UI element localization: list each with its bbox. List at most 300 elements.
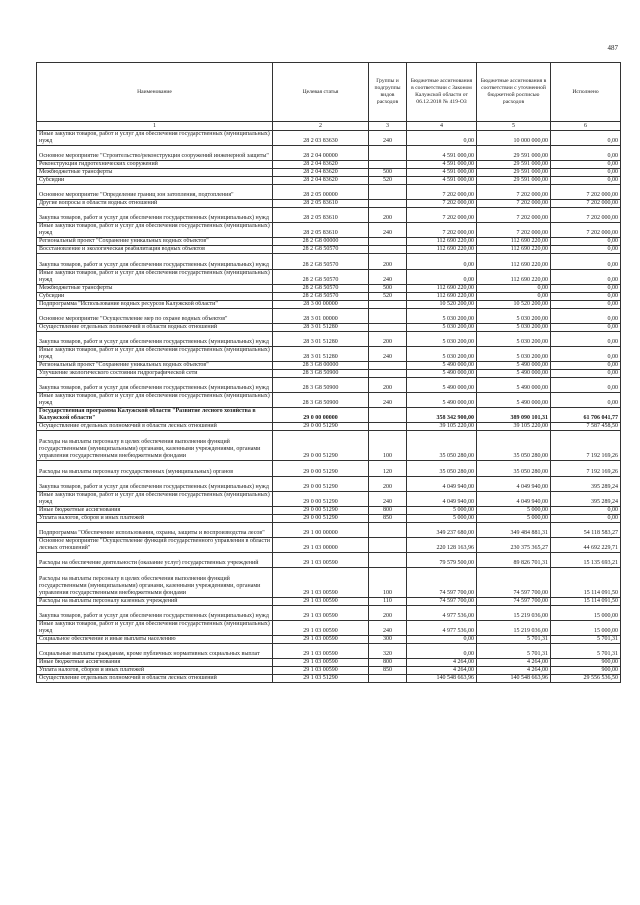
row-law-cell: 7 202 000,00 xyxy=(407,200,477,208)
row-law-cell: 0,00 xyxy=(407,644,477,659)
row-article-cell: 29 0 00 51290 xyxy=(273,461,369,476)
table-row xyxy=(37,331,621,346)
row-name-cell: Закупка товаров, работ и услуг для обеспечения государственных (муниципальных) нужд xyxy=(37,208,273,223)
row-article-cell: 29 0 00 51290 xyxy=(273,491,369,506)
table-row xyxy=(37,408,621,423)
table-row xyxy=(37,200,621,208)
row-done-cell: 0,00 xyxy=(551,300,621,308)
row-refined-cell: 4 264,00 xyxy=(477,659,551,667)
row-refined-cell: 10 000 000,00 xyxy=(477,131,551,146)
row-group-cell: 520 xyxy=(369,292,407,300)
row-done-cell: 29 556 536,50 xyxy=(551,675,621,683)
row-name-cell: Социальные выплаты гражданам, кроме публичных нормативных социальных выплат xyxy=(37,644,273,659)
row-law-cell: 5 490 000,00 xyxy=(407,377,477,392)
row-name-cell: Реконструкция гидротехнических сооружений xyxy=(37,161,273,169)
row-law-cell: 4 977 536,00 xyxy=(407,621,477,636)
table-row xyxy=(37,522,621,537)
row-refined-cell: 29 591 000,00 xyxy=(477,161,551,169)
row-group-cell xyxy=(369,423,407,431)
row-name-cell: Иные закупки товаров, работ и услуг для обеспечения государственных (муниципальных) нужд xyxy=(37,223,273,238)
row-law-cell: 5 030 200,00 xyxy=(407,331,477,346)
row-refined-cell: 140 548 663,96 xyxy=(477,675,551,683)
row-group-cell xyxy=(369,522,407,537)
row-group-cell: 200 xyxy=(369,208,407,223)
row-group-cell xyxy=(369,675,407,683)
table-row xyxy=(37,598,621,606)
row-refined-cell: 5 490 000,00 xyxy=(477,393,551,408)
table-row xyxy=(37,254,621,269)
table-row xyxy=(37,246,621,254)
row-group-cell: 120 xyxy=(369,461,407,476)
row-refined-cell: 29 591 000,00 xyxy=(477,177,551,185)
row-group-cell xyxy=(369,361,407,369)
row-law-cell: 35 050 280,00 xyxy=(407,431,477,461)
row-done-cell: 0,00 xyxy=(551,146,621,161)
row-law-cell: 74 597 700,00 xyxy=(407,598,477,606)
row-refined-cell: 7 202 000,00 xyxy=(477,208,551,223)
row-group-cell xyxy=(369,146,407,161)
row-article-cell: 28 2 G8 50570 xyxy=(273,254,369,269)
row-law-cell: 4 977 536,00 xyxy=(407,606,477,621)
row-name-cell: Расходы на выплаты персоналу в целях обеспечения выполнения функций государственными (муниципальными) органами, казенными учреждениями, органами управления государственными внебюджетными фондами xyxy=(37,567,273,597)
row-law-cell: 4 049 940,00 xyxy=(407,491,477,506)
row-done-cell: 0,00 xyxy=(551,177,621,185)
row-done-cell: 0,00 xyxy=(551,369,621,377)
row-refined-cell: 15 219 036,00 xyxy=(477,621,551,636)
row-refined-cell: 35 050 280,00 xyxy=(477,431,551,461)
row-group-cell: 240 xyxy=(369,346,407,361)
row-refined-cell: 5 030 200,00 xyxy=(477,308,551,323)
row-group-cell xyxy=(369,246,407,254)
row-article-cell: 28 2 G8 00000 xyxy=(273,238,369,246)
row-article-cell: 28 3 01 51280 xyxy=(273,323,369,331)
row-group-cell: 320 xyxy=(369,644,407,659)
row-refined-cell: 5 000,00 xyxy=(477,514,551,522)
row-name-cell: Восстановление и экологическая реабилитация водных объектов xyxy=(37,246,273,254)
row-name-cell: Расходы на обеспечение деятельности (оказание услуг) государственных учреждений xyxy=(37,552,273,567)
row-refined-cell: 5 490 000,00 xyxy=(477,361,551,369)
budget-table xyxy=(36,62,621,683)
row-name-cell: Иные закупки товаров, работ и услуг для обеспечения государственных (муниципальных) нужд xyxy=(37,269,273,284)
row-name-cell: Основное мероприятие "Определение границ зон затопления, подтопления" xyxy=(37,185,273,200)
row-article-cell: 28 3 G8 50900 xyxy=(273,377,369,392)
row-name-cell: Иные закупки товаров, работ и услуг для обеспечения государственных (муниципальных) нужд xyxy=(37,131,273,146)
row-article-cell: 29 1 03 00590 xyxy=(273,667,369,675)
row-done-cell: 7 202 000,00 xyxy=(551,200,621,208)
row-law-cell: 140 548 663,96 xyxy=(407,675,477,683)
row-article-cell: 28 2 G8 50570 xyxy=(273,269,369,284)
row-group-cell xyxy=(369,185,407,200)
row-article-cell: 29 0 00 00000 xyxy=(273,408,369,423)
row-law-cell: 0,00 xyxy=(407,269,477,284)
row-name-cell: Уплата налогов, сборов и иных платежей xyxy=(37,514,273,522)
table-row xyxy=(37,146,621,161)
table-row xyxy=(37,308,621,323)
row-name-cell: Основное мероприятие "Осуществление функций государственного управления в области лесных отношений" xyxy=(37,537,273,552)
row-group-cell xyxy=(369,369,407,377)
row-done-cell: 0,00 xyxy=(551,514,621,522)
row-done-cell: 0,00 xyxy=(551,346,621,361)
row-refined-cell: 39 105 220,00 xyxy=(477,423,551,431)
row-refined-cell: 29 591 000,00 xyxy=(477,146,551,161)
row-law-cell: 0,00 xyxy=(407,254,477,269)
table-row xyxy=(37,567,621,597)
row-done-cell: 15 000,00 xyxy=(551,606,621,621)
row-law-cell: 74 597 700,00 xyxy=(407,567,477,597)
row-name-cell: Региональный проект "Сохранение уникальных водных объектов" xyxy=(37,361,273,369)
row-refined-cell: 5 490 000,00 xyxy=(477,377,551,392)
row-name-cell: Иные закупки товаров, работ и услуг для обеспечения государственных (муниципальных) нужд xyxy=(37,393,273,408)
row-done-cell: 54 118 583,27 xyxy=(551,522,621,537)
row-done-cell: 15 135 693,21 xyxy=(551,552,621,567)
row-article-cell: 28 3 00 00000 xyxy=(273,300,369,308)
table-row xyxy=(37,461,621,476)
row-done-cell: 0,00 xyxy=(551,161,621,169)
row-article-cell: 29 1 00 00000 xyxy=(273,522,369,537)
row-name-cell: Региональный проект "Сохранение уникальных водных объектов" xyxy=(37,238,273,246)
row-name-cell: Иные закупки товаров, работ и услуг для обеспечения государственных (муниципальных) нужд xyxy=(37,621,273,636)
row-group-cell xyxy=(369,537,407,552)
header-name: Наименование xyxy=(37,63,273,122)
row-done-cell: 61 706 041,77 xyxy=(551,408,621,423)
table-row xyxy=(37,346,621,361)
table-row xyxy=(37,185,621,200)
row-refined-cell: 89 826 701,31 xyxy=(477,552,551,567)
row-group-cell: 240 xyxy=(369,269,407,284)
row-name-cell: Субсидии xyxy=(37,177,273,185)
row-refined-cell: 5 030 200,00 xyxy=(477,323,551,331)
row-group-cell: 240 xyxy=(369,621,407,636)
row-law-cell: 5 000,00 xyxy=(407,514,477,522)
row-group-cell: 100 xyxy=(369,567,407,597)
row-article-cell: 28 2 04 83620 xyxy=(273,161,369,169)
row-refined-cell: 5 000,00 xyxy=(477,506,551,514)
row-group-cell: 200 xyxy=(369,476,407,491)
row-done-cell: 7 202 000,00 xyxy=(551,185,621,200)
row-refined-cell: 5 030 200,00 xyxy=(477,346,551,361)
row-group-cell: 110 xyxy=(369,598,407,606)
row-name-cell: Субсидии xyxy=(37,292,273,300)
row-done-cell: 0,00 xyxy=(551,169,621,177)
table-row xyxy=(37,644,621,659)
row-refined-cell: 74 597 700,00 xyxy=(477,598,551,606)
row-refined-cell: 230 375 365,27 xyxy=(477,537,551,552)
row-article-cell: 28 2 04 00000 xyxy=(273,146,369,161)
row-article-cell: 28 3 01 51280 xyxy=(273,331,369,346)
row-done-cell: 5 701,31 xyxy=(551,644,621,659)
row-refined-cell: 4 264,00 xyxy=(477,667,551,675)
row-refined-cell: 5 701,31 xyxy=(477,636,551,644)
row-article-cell: 28 3 G8 50900 xyxy=(273,369,369,377)
table-row xyxy=(37,667,621,675)
page-number: 487 xyxy=(607,44,618,52)
table-row xyxy=(37,621,621,636)
row-law-cell: 5 000,00 xyxy=(407,506,477,514)
table-row xyxy=(37,238,621,246)
col-number: 1 xyxy=(37,122,273,131)
row-law-cell: 7 202 000,00 xyxy=(407,223,477,238)
row-group-cell: 800 xyxy=(369,659,407,667)
row-done-cell: 0,00 xyxy=(551,254,621,269)
column-number-row xyxy=(37,122,621,131)
row-law-cell: 10 520 200,00 xyxy=(407,300,477,308)
row-name-cell: Государственная программа Калужской области "Развитие лесного хозяйства в Калужской области" xyxy=(37,408,273,423)
row-done-cell: 900,00 xyxy=(551,667,621,675)
row-done-cell: 7 192 169,26 xyxy=(551,431,621,461)
table-row xyxy=(37,552,621,567)
row-article-cell: 28 2 04 83620 xyxy=(273,169,369,177)
row-group-cell xyxy=(369,408,407,423)
row-article-cell: 29 1 03 00590 xyxy=(273,598,369,606)
col-number: 3 xyxy=(369,122,407,131)
table-row xyxy=(37,208,621,223)
row-article-cell: 29 0 00 51290 xyxy=(273,476,369,491)
row-done-cell: 0,00 xyxy=(551,393,621,408)
row-article-cell: 29 1 03 00590 xyxy=(273,552,369,567)
row-done-cell: 15 114 091,50 xyxy=(551,567,621,597)
row-article-cell: 29 1 03 00590 xyxy=(273,644,369,659)
row-group-cell: 850 xyxy=(369,667,407,675)
row-refined-cell: 5 701,31 xyxy=(477,644,551,659)
row-refined-cell: 35 050 280,00 xyxy=(477,461,551,476)
row-article-cell: 28 2 05 83610 xyxy=(273,223,369,238)
row-law-cell: 5 490 000,00 xyxy=(407,369,477,377)
row-group-cell: 200 xyxy=(369,606,407,621)
row-refined-cell: 10 520 200,00 xyxy=(477,300,551,308)
table-row xyxy=(37,300,621,308)
row-name-cell: Иные закупки товаров, работ и услуг для обеспечения государственных (муниципальных) нужд xyxy=(37,491,273,506)
row-article-cell: 28 2 05 83610 xyxy=(273,200,369,208)
row-law-cell: 4 049 940,00 xyxy=(407,476,477,491)
row-article-cell: 28 3 01 00000 xyxy=(273,308,369,323)
table-row xyxy=(37,269,621,284)
row-article-cell: 29 1 03 00000 xyxy=(273,537,369,552)
header-row xyxy=(37,63,621,122)
row-name-cell: Осуществление отдельных полномочий в области водных отношений xyxy=(37,323,273,331)
row-group-cell: 850 xyxy=(369,514,407,522)
table-row xyxy=(37,636,621,644)
row-law-cell: 112 690 220,00 xyxy=(407,246,477,254)
row-name-cell: Социальное обеспечение и иные выплаты населению xyxy=(37,636,273,644)
row-group-cell: 500 xyxy=(369,284,407,292)
header-article: Целевая статья xyxy=(273,63,369,122)
row-refined-cell: 112 690 220,00 xyxy=(477,254,551,269)
row-done-cell: 7 202 000,00 xyxy=(551,208,621,223)
table-row xyxy=(37,423,621,431)
row-done-cell: 0,00 xyxy=(551,269,621,284)
row-article-cell: 28 3 G8 50900 xyxy=(273,393,369,408)
row-law-cell: 0,00 xyxy=(407,131,477,146)
table-row xyxy=(37,377,621,392)
table-row xyxy=(37,169,621,177)
row-group-cell: 200 xyxy=(369,331,407,346)
row-name-cell: Расходы на выплаты персоналу в целях обеспечения выполнения функций государственными (муниципальными) органами, казенными учреждениями, органами управления государственными внебюджетными фондами xyxy=(37,431,273,461)
col-number: 5 xyxy=(477,122,551,131)
row-done-cell: 395 289,24 xyxy=(551,476,621,491)
row-law-cell: 5 030 200,00 xyxy=(407,346,477,361)
table-row xyxy=(37,369,621,377)
row-law-cell: 7 202 000,00 xyxy=(407,208,477,223)
row-group-cell: 240 xyxy=(369,491,407,506)
row-done-cell: 7 587 458,50 xyxy=(551,423,621,431)
row-name-cell: Осуществление отдельных полномочий в области лесных отношений xyxy=(37,423,273,431)
row-group-cell: 500 xyxy=(369,169,407,177)
row-group-cell xyxy=(369,238,407,246)
row-group-cell: 520 xyxy=(369,177,407,185)
row-law-cell: 7 202 000,00 xyxy=(407,185,477,200)
row-law-cell: 358 342 900,00 xyxy=(407,408,477,423)
row-group-cell: 200 xyxy=(369,254,407,269)
row-article-cell: 28 2 04 83620 xyxy=(273,177,369,185)
row-refined-cell: 29 591 000,00 xyxy=(477,169,551,177)
row-done-cell: 0,00 xyxy=(551,131,621,146)
table-row xyxy=(37,431,621,461)
row-group-cell xyxy=(369,300,407,308)
row-done-cell: 0,00 xyxy=(551,238,621,246)
row-law-cell: 4 591 000,00 xyxy=(407,177,477,185)
row-article-cell: 28 2 G8 50570 xyxy=(273,246,369,254)
table-row xyxy=(37,506,621,514)
table-row xyxy=(37,491,621,506)
row-article-cell: 29 1 03 00590 xyxy=(273,567,369,597)
row-done-cell: 900,00 xyxy=(551,659,621,667)
row-law-cell: 5 030 200,00 xyxy=(407,308,477,323)
row-law-cell: 0,00 xyxy=(407,636,477,644)
row-name-cell: Иные закупки товаров, работ и услуг для обеспечения государственных (муниципальных) нужд xyxy=(37,346,273,361)
row-law-cell: 39 105 220,00 xyxy=(407,423,477,431)
row-group-cell: 240 xyxy=(369,131,407,146)
row-refined-cell: 4 049 940,00 xyxy=(477,491,551,506)
row-done-cell: 7 192 169,26 xyxy=(551,461,621,476)
row-law-cell: 4 591 000,00 xyxy=(407,161,477,169)
row-law-cell: 112 690 220,00 xyxy=(407,284,477,292)
row-name-cell: Другие вопросы в области водных отношений xyxy=(37,200,273,208)
row-name-cell: Подпрограмма "Обеспечение использования, охраны, защиты и воспроизводства лесов" xyxy=(37,522,273,537)
row-law-cell: 349 237 680,00 xyxy=(407,522,477,537)
row-group-cell: 300 xyxy=(369,636,407,644)
row-article-cell: 29 0 00 51290 xyxy=(273,423,369,431)
table-row xyxy=(37,514,621,522)
row-article-cell: 29 1 03 00590 xyxy=(273,606,369,621)
row-name-cell: Иные бюджетные ассигнования xyxy=(37,659,273,667)
row-name-cell: Подпрограмма "Использование водных ресурсов Калужской области" xyxy=(37,300,273,308)
row-group-cell: 240 xyxy=(369,223,407,238)
row-group-cell xyxy=(369,323,407,331)
row-refined-cell: 0,00 xyxy=(477,292,551,300)
row-article-cell: 29 0 00 51290 xyxy=(273,431,369,461)
table-row xyxy=(37,606,621,621)
row-name-cell: Закупка товаров, работ и услуг для обеспечения государственных (муниципальных) нужд xyxy=(37,377,273,392)
col-number: 6 xyxy=(551,122,621,131)
row-group-cell: 240 xyxy=(369,393,407,408)
row-done-cell: 15 114 091,50 xyxy=(551,598,621,606)
row-name-cell: Закупка товаров, работ и услуг для обеспечения государственных (муниципальных) нужд xyxy=(37,606,273,621)
row-group-cell xyxy=(369,552,407,567)
row-group-cell xyxy=(369,200,407,208)
row-refined-cell: 15 219 036,00 xyxy=(477,606,551,621)
row-done-cell: 0,00 xyxy=(551,377,621,392)
row-refined-cell: 4 049 940,00 xyxy=(477,476,551,491)
row-refined-cell: 0,00 xyxy=(477,284,551,292)
row-law-cell: 4 591 000,00 xyxy=(407,146,477,161)
table-row xyxy=(37,284,621,292)
row-done-cell: 395 289,24 xyxy=(551,491,621,506)
table-row xyxy=(37,161,621,169)
row-refined-cell: 7 202 000,00 xyxy=(477,200,551,208)
row-name-cell: Уплата налогов, сборов и иных платежей xyxy=(37,667,273,675)
row-done-cell: 5 701,31 xyxy=(551,636,621,644)
row-refined-cell: 389 090 101,31 xyxy=(477,408,551,423)
row-done-cell: 0,00 xyxy=(551,292,621,300)
table-row xyxy=(37,476,621,491)
row-done-cell: 0,00 xyxy=(551,331,621,346)
row-refined-cell: 112 690 220,00 xyxy=(477,269,551,284)
row-refined-cell: 112 690 220,00 xyxy=(477,246,551,254)
row-name-cell: Основное мероприятие "Осуществление мер по охране водных объектов" xyxy=(37,308,273,323)
row-refined-cell: 112 690 220,00 xyxy=(477,238,551,246)
header-refined: Бюджетные ассигнования в соответствии с уточненной бюджетной росписью расходов xyxy=(477,63,551,122)
row-group-cell: 800 xyxy=(369,506,407,514)
row-refined-cell: 74 597 700,00 xyxy=(477,567,551,597)
row-name-cell: Расходы на выплаты персоналу казенных учреждений xyxy=(37,598,273,606)
row-group-cell: 100 xyxy=(369,431,407,461)
row-law-cell: 4 264,00 xyxy=(407,659,477,667)
header-group: Группы и подгруппы видов расходов xyxy=(369,63,407,122)
row-article-cell: 29 0 00 51290 xyxy=(273,506,369,514)
row-group-cell xyxy=(369,308,407,323)
row-article-cell: 29 1 03 00590 xyxy=(273,659,369,667)
row-law-cell: 112 690 220,00 xyxy=(407,238,477,246)
row-law-cell: 35 050 280,00 xyxy=(407,461,477,476)
row-article-cell: 28 2 03 83630 xyxy=(273,131,369,146)
row-article-cell: 28 2 05 83610 xyxy=(273,208,369,223)
row-done-cell: 0,00 xyxy=(551,506,621,514)
row-name-cell: Основное мероприятие "Строительство/реконструкция сооружений инженерной защиты" xyxy=(37,146,273,161)
header-law: Бюджетные ассигнования в соответствии с Законом Калужской области от 06.12.2018 № 419-ОЗ xyxy=(407,63,477,122)
row-refined-cell: 7 202 000,00 xyxy=(477,223,551,238)
row-article-cell: 28 2 05 00000 xyxy=(273,185,369,200)
row-done-cell: 0,00 xyxy=(551,284,621,292)
row-name-cell: Расходы на выплаты персоналу государственных (муниципальных) органов xyxy=(37,461,273,476)
row-article-cell: 28 2 G8 50570 xyxy=(273,292,369,300)
col-number: 2 xyxy=(273,122,369,131)
row-article-cell: 28 3 G8 00000 xyxy=(273,361,369,369)
row-group-cell xyxy=(369,161,407,169)
header-done: Исполнено xyxy=(551,63,621,122)
row-done-cell: 0,00 xyxy=(551,308,621,323)
row-name-cell: Закупка товаров, работ и услуг для обеспечения государственных (муниципальных) нужд xyxy=(37,254,273,269)
table-row xyxy=(37,393,621,408)
row-name-cell: Осуществление отдельных полномочий в области лесных отношений xyxy=(37,675,273,683)
row-law-cell: 5 490 000,00 xyxy=(407,393,477,408)
row-law-cell: 5 030 200,00 xyxy=(407,323,477,331)
row-law-cell: 5 490 000,00 xyxy=(407,361,477,369)
row-name-cell: Закупка товаров, работ и услуг для обеспечения государственных (муниципальных) нужд xyxy=(37,476,273,491)
row-done-cell: 44 692 229,71 xyxy=(551,537,621,552)
row-group-cell: 200 xyxy=(369,377,407,392)
row-article-cell: 29 1 03 00590 xyxy=(273,636,369,644)
table-row xyxy=(37,361,621,369)
row-article-cell: 28 3 01 51280 xyxy=(273,346,369,361)
row-done-cell: 0,00 xyxy=(551,323,621,331)
row-done-cell: 0,00 xyxy=(551,246,621,254)
table-row xyxy=(37,659,621,667)
row-done-cell: 0,00 xyxy=(551,361,621,369)
table-row xyxy=(37,675,621,683)
row-done-cell: 7 202 000,00 xyxy=(551,223,621,238)
row-law-cell: 220 128 163,96 xyxy=(407,537,477,552)
table-row xyxy=(37,177,621,185)
